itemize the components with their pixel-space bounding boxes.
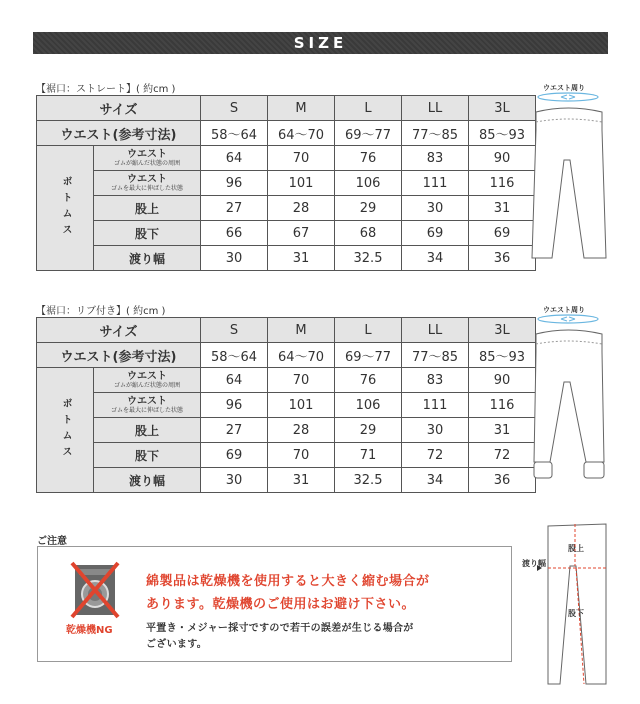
row-label — [94, 393, 201, 418]
rise-label: 股上 — [568, 544, 584, 553]
group-label: ボトムス — [37, 368, 94, 493]
measure-value: 111 — [402, 171, 469, 196]
measure-value: 64 — [201, 146, 268, 171]
size-header-label: サイズ — [37, 96, 201, 121]
row-label: 股上 — [94, 418, 201, 443]
measure-value: 90 — [469, 368, 536, 393]
waist-label-1: ウエスト周り — [543, 84, 585, 92]
measure-row — [37, 196, 536, 221]
measure-row — [37, 146, 536, 171]
measure-row — [37, 393, 536, 418]
size-col-2: L — [335, 318, 402, 343]
inseam-label: 股下 — [568, 609, 584, 618]
measure-value: 36 — [469, 246, 536, 271]
measure-value: 101 — [268, 171, 335, 196]
measure-row — [37, 468, 536, 493]
measure-value: 90 — [469, 146, 536, 171]
measure-value: 83 — [402, 368, 469, 393]
measure-value: 32.5 — [335, 246, 402, 271]
table2-caption: 【裾口：リブ付き】( 約cm ) — [36, 306, 166, 317]
measure-row — [37, 171, 536, 196]
measure-value: 32.5 — [335, 468, 402, 493]
size-col-4: 3L — [469, 318, 536, 343]
measure-value: 29 — [335, 418, 402, 443]
no-dryer-icon — [70, 561, 120, 619]
row-label-main: ウエスト — [127, 173, 167, 185]
row-label-sub: ゴムを最大に伸ばした状態 — [110, 406, 183, 414]
row-label-main: ウエスト — [127, 148, 167, 160]
measure-value: 96 — [201, 171, 268, 196]
size-col-2: L — [335, 96, 402, 121]
waist-ref-row — [37, 343, 536, 368]
notice-black-line2: ございます。 — [146, 639, 207, 650]
notice-box — [37, 546, 512, 662]
measure-value: 101 — [268, 393, 335, 418]
measure-value: 64 — [201, 368, 268, 393]
measure-value: 69 — [201, 443, 268, 468]
waist-ref-value: 85〜93 — [469, 121, 536, 146]
measure-value: 68 — [335, 221, 402, 246]
row-label-sub: ゴムが縮んだ状態の周囲 — [113, 159, 180, 167]
measure-value: 67 — [268, 221, 335, 246]
size-col-1: M — [268, 96, 335, 121]
size-table-straight — [36, 95, 536, 271]
width-label: 渡り幅 — [522, 559, 546, 568]
waist-ref-value: 58〜64 — [201, 121, 268, 146]
measure-row — [37, 368, 536, 393]
measure-value: 31 — [469, 418, 536, 443]
waist-ref-value: 69〜77 — [335, 121, 402, 146]
row-label: 渡り幅 — [94, 468, 201, 493]
measure-value: 111 — [402, 393, 469, 418]
size-col-1: M — [268, 318, 335, 343]
row-label-main: ウエスト — [127, 395, 167, 407]
measure-value: 70 — [268, 368, 335, 393]
notice-red-line2: あります。乾燥機のご使用はお避け下さい。 — [146, 597, 415, 612]
notice-black-line1: 平置き・メジャー採寸ですので若干の誤差が生じる場合が — [146, 623, 414, 634]
dryer-ng-label: 乾燥機NG — [66, 625, 113, 636]
measure-value: 72 — [469, 443, 536, 468]
waist-ref-value: 64〜70 — [268, 121, 335, 146]
size-table-rib — [36, 317, 536, 493]
waist-ref-value: 77〜85 — [402, 121, 469, 146]
size-col-4: 3L — [469, 96, 536, 121]
size-header-label: サイズ — [37, 318, 201, 343]
measure-row — [37, 246, 536, 271]
measure-value: 66 — [201, 221, 268, 246]
measure-value: 96 — [201, 393, 268, 418]
measure-value: 29 — [335, 196, 402, 221]
row-label — [94, 368, 201, 393]
header-row — [37, 318, 536, 343]
measure-value: 34 — [402, 246, 469, 271]
waist-ref-value: 69〜77 — [335, 343, 402, 368]
row-label: 股上 — [94, 196, 201, 221]
measure-value: 34 — [402, 468, 469, 493]
pants-straight-illustration — [528, 90, 612, 270]
row-label: 股下 — [94, 221, 201, 246]
measure-value: 28 — [268, 196, 335, 221]
measure-value: 83 — [402, 146, 469, 171]
group-label: ボトムス — [37, 146, 94, 271]
row-label: 股下 — [94, 443, 201, 468]
table1-caption: 【裾口：ストレート】( 約cm ) — [36, 84, 176, 95]
measure-value: 71 — [335, 443, 402, 468]
measure-value: 70 — [268, 146, 335, 171]
measure-value: 31 — [268, 246, 335, 271]
measure-value: 70 — [268, 443, 335, 468]
waist-ref-label: ウエスト(参考寸法) — [37, 343, 201, 368]
waist-ref-label: ウエスト(参考寸法) — [37, 121, 201, 146]
measure-value: 76 — [335, 146, 402, 171]
waist-ref-value: 77〜85 — [402, 343, 469, 368]
size-banner: SIZE — [33, 32, 608, 54]
measure-value: 116 — [469, 393, 536, 418]
waist-ref-row — [37, 121, 536, 146]
measure-value: 69 — [469, 221, 536, 246]
measure-value: 106 — [335, 393, 402, 418]
measure-row — [37, 418, 536, 443]
measure-value: 27 — [201, 196, 268, 221]
row-label-sub: ゴムを最大に伸ばした状態 — [110, 184, 183, 192]
row-label: 渡り幅 — [94, 246, 201, 271]
size-col-0: S — [201, 96, 268, 121]
size-col-0: S — [201, 318, 268, 343]
measure-value: 31 — [268, 468, 335, 493]
size-col-3: LL — [402, 96, 469, 121]
measure-value: 31 — [469, 196, 536, 221]
measure-value: 36 — [469, 468, 536, 493]
measure-row — [37, 221, 536, 246]
measure-row — [37, 443, 536, 468]
notice-red-line1: 綿製品は乾燥機を使用すると大きく縮む場合が — [146, 574, 430, 589]
row-label-sub: ゴムが縮んだ状態の周囲 — [113, 381, 180, 389]
row-label — [94, 171, 201, 196]
measure-value: 30 — [402, 196, 469, 221]
row-label — [94, 146, 201, 171]
measure-value: 30 — [201, 468, 268, 493]
size-col-3: LL — [402, 318, 469, 343]
measure-value: 69 — [402, 221, 469, 246]
waist-ref-value: 64〜70 — [268, 343, 335, 368]
header-row — [37, 96, 536, 121]
measure-value: 106 — [335, 171, 402, 196]
measure-value: 76 — [335, 368, 402, 393]
waist-ref-value: 58〜64 — [201, 343, 268, 368]
waist-ref-value: 85〜93 — [469, 343, 536, 368]
waist-label-2: ウエスト周り — [543, 306, 585, 314]
measure-value: 27 — [201, 418, 268, 443]
row-label-main: ウエスト — [127, 370, 167, 382]
measure-value: 72 — [402, 443, 469, 468]
measure-value: 28 — [268, 418, 335, 443]
measure-value: 30 — [201, 246, 268, 271]
measure-value: 30 — [402, 418, 469, 443]
pants-rib-illustration — [528, 312, 612, 492]
notice-title: ご注意 — [37, 536, 67, 547]
measure-value: 116 — [469, 171, 536, 196]
